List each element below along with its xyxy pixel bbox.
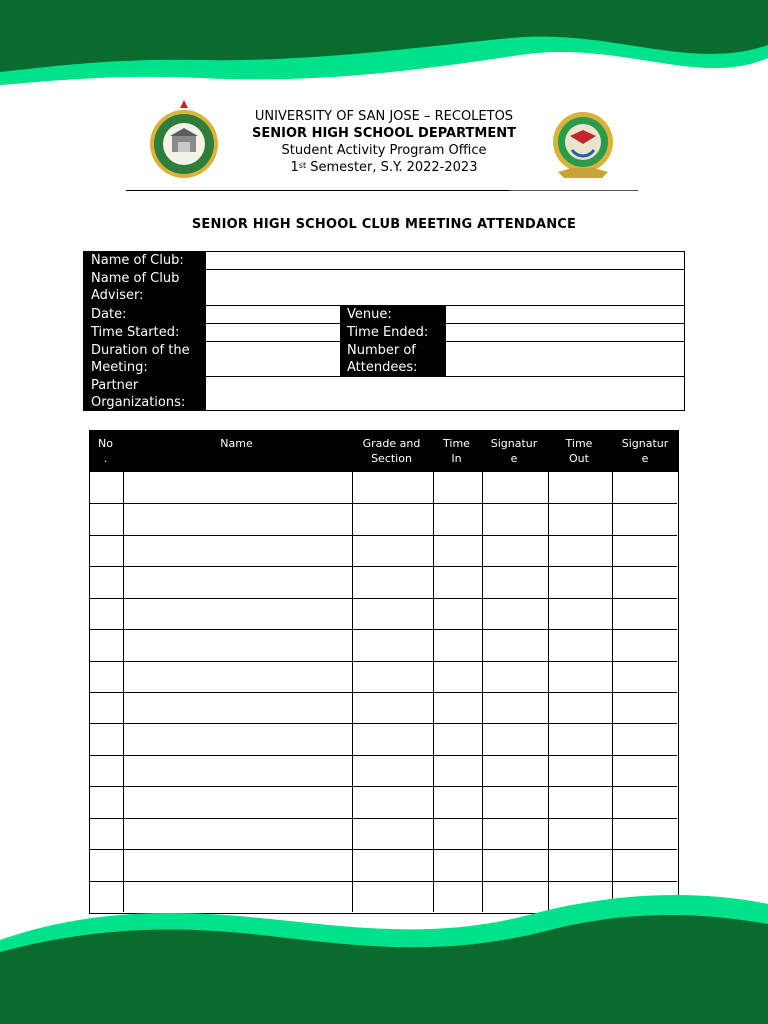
column-header-no-line2: . — [103, 452, 108, 465]
attendance-cell-signature-in[interactable] — [482, 723, 548, 754]
column-header-no-line1: No — [98, 437, 113, 450]
attendance-cell-time-out[interactable] — [548, 818, 612, 849]
attendance-cell-signature-out[interactable] — [612, 786, 680, 817]
attendance-cell-name[interactable] — [123, 755, 352, 786]
label-duration-line1: Duration of the — [91, 343, 190, 358]
semester-text: Semester, S.Y. 2022-2023 — [306, 160, 478, 175]
label-duration-line2: Meeting: — [91, 360, 148, 375]
attendance-cell-grade-section[interactable] — [352, 566, 433, 597]
attendance-cell-grade-section[interactable] — [352, 849, 433, 880]
attendance-cell-time-out[interactable] — [548, 598, 612, 629]
label-club-adviser-line2: Adviser: — [91, 288, 144, 303]
label-attendees-line1: Number of — [347, 343, 416, 358]
table-row-divider — [90, 598, 677, 599]
label-club-adviser — [84, 270, 206, 306]
attendance-cell-name[interactable] — [123, 723, 352, 754]
attendance-cell-time-in[interactable] — [433, 723, 482, 754]
attendance-cell-grade-section[interactable] — [352, 818, 433, 849]
column-header-no — [89, 436, 122, 466]
attendance-cell-signature-out[interactable] — [612, 566, 680, 597]
attendance-cell-time-out[interactable] — [548, 629, 612, 660]
attendance-cell-name[interactable] — [123, 566, 352, 597]
attendance-cell-signature-in[interactable] — [482, 503, 548, 534]
attendance-cell-no[interactable] — [90, 723, 123, 754]
attendance-cell-time-out[interactable] — [548, 755, 612, 786]
attendance-cell-time-in[interactable] — [433, 818, 482, 849]
attendance-cell-grade-section[interactable] — [352, 723, 433, 754]
table-column-divider — [123, 472, 124, 912]
attendance-cell-signature-in[interactable] — [482, 692, 548, 723]
label-name-of-club: Name of Club: — [84, 252, 206, 270]
attendance-cell-name[interactable] — [123, 629, 352, 660]
attendance-cell-no[interactable] — [90, 566, 123, 597]
attendance-cell-grade-section[interactable] — [352, 692, 433, 723]
column-header-time-out — [547, 436, 611, 466]
label-attendees-line2: Attendees: — [347, 360, 418, 375]
attendance-cell-time-in[interactable] — [433, 472, 482, 503]
attendance-cell-time-in[interactable] — [433, 786, 482, 817]
department-name: SENIOR HIGH SCHOOL DEPARTMENT — [252, 126, 516, 141]
column-header-name-line1: Name — [220, 437, 253, 450]
field-time-ended[interactable] — [446, 324, 684, 342]
attendance-cell-no[interactable] — [90, 503, 123, 534]
attendance-cell-signature-in[interactable] — [482, 755, 548, 786]
table-row-divider — [90, 786, 677, 787]
field-partner-organizations[interactable] — [206, 377, 684, 410]
table-row-divider — [90, 503, 677, 504]
field-number-of-attendees[interactable] — [446, 342, 684, 377]
attendance-table — [89, 430, 679, 914]
semester-line — [0, 159, 768, 176]
table-row-divider — [90, 881, 677, 882]
attendance-cell-time-out[interactable] — [548, 535, 612, 566]
bottom-wave-decoration — [0, 890, 768, 1024]
attendance-cell-time-in[interactable] — [433, 535, 482, 566]
field-club-adviser[interactable] — [206, 270, 684, 306]
attendance-cell-time-in[interactable] — [433, 566, 482, 597]
attendance-cell-time-out[interactable] — [548, 503, 612, 534]
attendance-cell-no[interactable] — [90, 818, 123, 849]
attendance-cell-signature-out[interactable] — [612, 755, 680, 786]
table-row-divider — [90, 629, 677, 630]
field-venue[interactable] — [446, 306, 684, 324]
attendance-cell-no[interactable] — [90, 661, 123, 692]
attendance-cell-time-in[interactable] — [433, 692, 482, 723]
attendance-cell-name[interactable] — [123, 503, 352, 534]
field-date[interactable] — [206, 306, 340, 324]
attendance-cell-name[interactable] — [123, 598, 352, 629]
column-header-time-out-line1: Time — [565, 437, 593, 450]
attendance-cell-signature-in[interactable] — [482, 629, 548, 660]
attendance-cell-time-out[interactable] — [548, 661, 612, 692]
document-title: SENIOR HIGH SCHOOL CLUB MEETING ATTENDANCE — [191, 217, 577, 232]
label-date: Date: — [84, 306, 206, 324]
table-column-divider — [482, 472, 483, 912]
attendance-cell-time-in[interactable] — [433, 503, 482, 534]
attendance-cell-signature-in[interactable] — [482, 661, 548, 692]
table-column-divider — [352, 472, 353, 912]
attendance-cell-no[interactable] — [90, 535, 123, 566]
attendance-cell-signature-out[interactable] — [612, 661, 680, 692]
label-club-adviser-line1: Name of Club — [91, 271, 180, 286]
attendance-cell-no[interactable] — [90, 786, 123, 817]
semester-number: 1 — [290, 160, 299, 175]
attendance-cell-name[interactable] — [123, 535, 352, 566]
label-time-started: Time Started: — [84, 324, 206, 342]
attendance-cell-signature-in[interactable] — [482, 535, 548, 566]
attendance-cell-name[interactable] — [123, 472, 352, 503]
attendance-cell-grade-section[interactable] — [352, 535, 433, 566]
meeting-info-table — [83, 251, 685, 411]
attendance-cell-signature-out[interactable] — [612, 723, 680, 754]
attendance-cell-signature-out[interactable] — [612, 472, 680, 503]
label-partner-line1: Partner — [91, 378, 139, 393]
attendance-cell-no[interactable] — [90, 755, 123, 786]
table-row-divider — [90, 566, 677, 567]
attendance-cell-no[interactable] — [90, 598, 123, 629]
label-time-ended: Time Ended: — [340, 324, 446, 342]
column-header-signature-out-line2: e — [641, 452, 649, 465]
attendance-cell-grade-section[interactable] — [352, 598, 433, 629]
table-column-divider — [433, 472, 434, 912]
field-name-of-club[interactable] — [206, 252, 684, 270]
table-row-divider — [90, 535, 677, 536]
attendance-cell-grade-section[interactable] — [352, 661, 433, 692]
label-venue: Venue: — [340, 306, 446, 324]
attendance-cell-no[interactable] — [90, 629, 123, 660]
attendance-cell-signature-in[interactable] — [482, 849, 548, 880]
attendance-cell-time-in[interactable] — [433, 661, 482, 692]
attendance-cell-time-in[interactable] — [433, 629, 482, 660]
field-time-started[interactable] — [206, 324, 340, 342]
attendance-cell-no[interactable] — [90, 849, 123, 880]
column-header-grade-section-line2: Section — [371, 452, 412, 465]
attendance-cell-grade-section[interactable] — [352, 472, 433, 503]
attendance-cell-signature-in[interactable] — [482, 472, 548, 503]
table-row-divider — [90, 661, 677, 662]
office-name: Student Activity Program Office — [281, 143, 487, 158]
column-header-signature-in-line1: Signatur — [490, 437, 538, 450]
attendance-cell-grade-section[interactable] — [352, 503, 433, 534]
attendance-cell-time-out[interactable] — [548, 472, 612, 503]
label-duration — [84, 342, 206, 377]
attendance-cell-name[interactable] — [123, 849, 352, 880]
attendance-cell-time-in[interactable] — [433, 849, 482, 880]
letterhead — [0, 108, 768, 176]
attendance-cell-time-in[interactable] — [433, 755, 482, 786]
attendance-cell-name[interactable] — [123, 818, 352, 849]
attendance-cell-signature-in[interactable] — [482, 566, 548, 597]
attendance-cell-no[interactable] — [90, 472, 123, 503]
table-row-divider — [90, 849, 677, 850]
column-header-signature-in-line2: e — [510, 452, 518, 465]
column-header-signature-out — [611, 436, 679, 466]
table-row-divider — [90, 692, 677, 693]
column-header-signature-in — [481, 436, 547, 466]
university-name: UNIVERSITY OF SAN JOSE – RECOLETOS — [254, 109, 514, 124]
attendance-cell-signature-in[interactable] — [482, 598, 548, 629]
label-partner-line2: Organizations: — [91, 395, 186, 410]
table-column-divider — [548, 472, 549, 912]
table-row-divider — [90, 818, 677, 819]
attendance-cell-time-out[interactable] — [548, 566, 612, 597]
attendance-cell-signature-out[interactable] — [612, 692, 680, 723]
label-number-of-attendees — [340, 342, 446, 377]
table-row-divider — [90, 755, 677, 756]
attendance-cell-name[interactable] — [123, 786, 352, 817]
attendance-cell-name[interactable] — [123, 692, 352, 723]
attendance-cell-time-out[interactable] — [548, 723, 612, 754]
attendance-cell-grade-section[interactable] — [352, 629, 433, 660]
attendance-cell-time-in[interactable] — [433, 598, 482, 629]
attendance-cell-time-out[interactable] — [548, 849, 612, 880]
column-header-grade-section — [351, 436, 432, 466]
attendance-cell-grade-section[interactable] — [352, 755, 433, 786]
column-header-time-in-line2: In — [451, 452, 462, 465]
table-row-divider — [90, 723, 677, 724]
attendance-cell-time-out[interactable] — [548, 692, 612, 723]
attendance-cell-signature-out[interactable] — [612, 818, 680, 849]
attendance-cell-no[interactable] — [90, 692, 123, 723]
attendance-cell-signature-in[interactable] — [482, 818, 548, 849]
attendance-cell-signature-out[interactable] — [612, 535, 680, 566]
semester-suffix: st — [298, 161, 307, 170]
field-duration[interactable] — [206, 342, 340, 377]
column-header-grade-section-line1: Grade and — [362, 437, 421, 450]
column-header-time-in-line1: Time — [443, 437, 470, 450]
header-divider-accent — [510, 190, 638, 191]
attendance-table-body — [89, 472, 679, 914]
attendance-table-header — [89, 430, 679, 472]
column-header-name — [122, 436, 351, 451]
table-column-divider — [612, 472, 613, 912]
attendance-cell-signature-out[interactable] — [612, 849, 680, 880]
attendance-cell-signature-out[interactable] — [612, 629, 680, 660]
column-header-signature-out-line1: Signatur — [621, 437, 669, 450]
column-header-time-out-line2: Out — [569, 452, 589, 465]
attendance-cell-signature-out[interactable] — [612, 503, 680, 534]
attendance-cell-time-out[interactable] — [548, 786, 612, 817]
label-partner-organizations — [84, 377, 206, 410]
top-wave-decoration — [0, 0, 768, 95]
attendance-cell-signature-in[interactable] — [482, 786, 548, 817]
column-header-time-in — [432, 436, 481, 466]
attendance-cell-signature-out[interactable] — [612, 598, 680, 629]
attendance-cell-grade-section[interactable] — [352, 786, 433, 817]
attendance-cell-name[interactable] — [123, 661, 352, 692]
